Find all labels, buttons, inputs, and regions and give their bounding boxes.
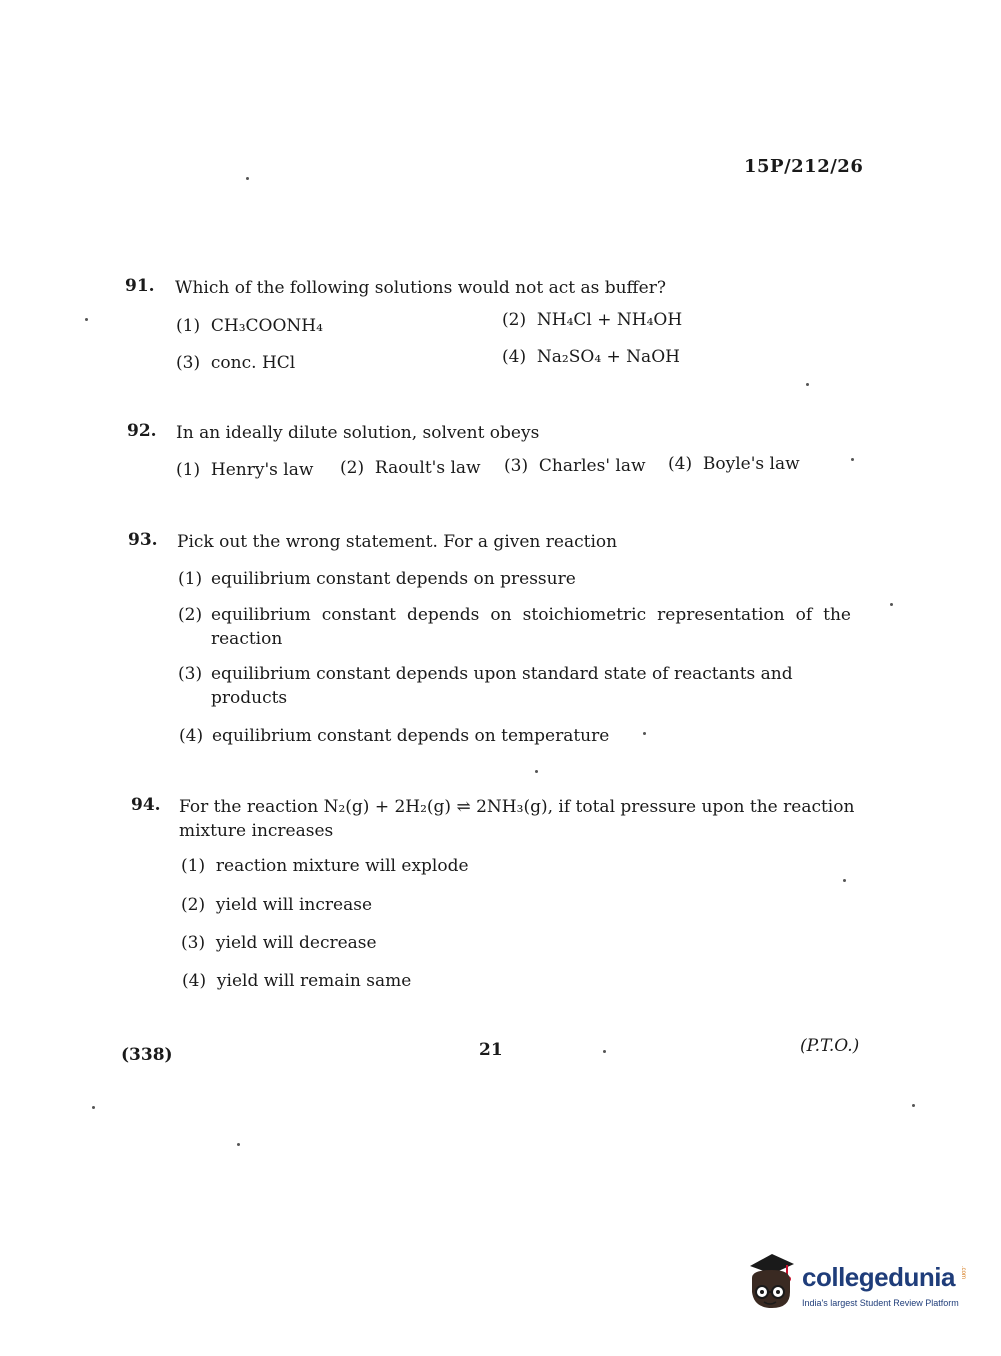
option-91-4: (4) Na₂SO₄ + NaOH [502, 347, 680, 367]
option-94-2: (2) yield will increase [181, 895, 373, 915]
scan-speck [92, 1106, 95, 1109]
mascot-logo-icon [742, 1248, 800, 1318]
scan-speck [603, 1050, 606, 1053]
brand-name: collegedunia [802, 1262, 955, 1292]
scan-speck [912, 1104, 915, 1107]
scan-speck [643, 732, 646, 735]
option-91-1: (1) CH₃COONH₄ [176, 316, 323, 336]
booklet-code: (338) [121, 1045, 173, 1065]
option-92-1: (1) Henry's law [176, 460, 314, 480]
scan-speck [535, 770, 538, 773]
scan-speck [843, 879, 846, 882]
scan-speck [851, 458, 854, 461]
scan-speck [237, 1143, 240, 1146]
option-94-1: (1) reaction mixture will explode [181, 856, 469, 876]
option-92-3: (3) Charles' law [504, 456, 646, 476]
question-number: 94. [131, 795, 161, 815]
question-text: In an ideally dilute solution, solvent obeys [176, 423, 540, 443]
scan-speck [85, 318, 88, 321]
scan-speck [806, 383, 809, 386]
question-text: Pick out the wrong statement. For a given reaction [177, 532, 618, 552]
question-number: 93. [128, 530, 158, 550]
option-93-3: (3) equilibrium constant depends upon standard state of reactants and products [178, 664, 793, 708]
option-94-4: (4) yield will remain same [182, 971, 412, 991]
option-91-3: (3) conc. HCl [176, 353, 296, 373]
brand-tagline: India's largest Student Review Platform [802, 1298, 959, 1308]
question-text: For the reaction N₂(g) + 2H₂(g) ⇌ 2NH₃(g), if total pressure upon the reaction mixture increases [179, 797, 855, 841]
scan-speck [246, 177, 249, 180]
option-93-2: (2) equilibrium constant depends on stoichiometric representation of the reaction [178, 605, 851, 649]
option-92-2: (2) Raoult's law [340, 458, 481, 478]
option-93-1: (1) equilibrium constant depends on pressure [178, 569, 576, 589]
option-93-4: (4) equilibrium constant depends on temperature [179, 726, 610, 746]
option-94-3: (3) yield will decrease [181, 933, 377, 953]
brand-suffix: .com [960, 1266, 966, 1280]
page-number: 21 [479, 1040, 503, 1060]
question-number: 92. [127, 421, 157, 441]
scan-speck [890, 603, 893, 606]
please-turn-over: (P.T.O.) [800, 1036, 860, 1056]
option-92-4: (4) Boyle's law [668, 454, 800, 474]
question-number: 91. [125, 276, 155, 296]
question-text: Which of the following solutions would not act as buffer? [175, 278, 666, 298]
collegedunia-watermark [742, 1248, 972, 1318]
option-91-2: (2) NH₄Cl + NH₄OH [502, 310, 683, 330]
paper-code: 15P/212/26 [744, 156, 864, 177]
